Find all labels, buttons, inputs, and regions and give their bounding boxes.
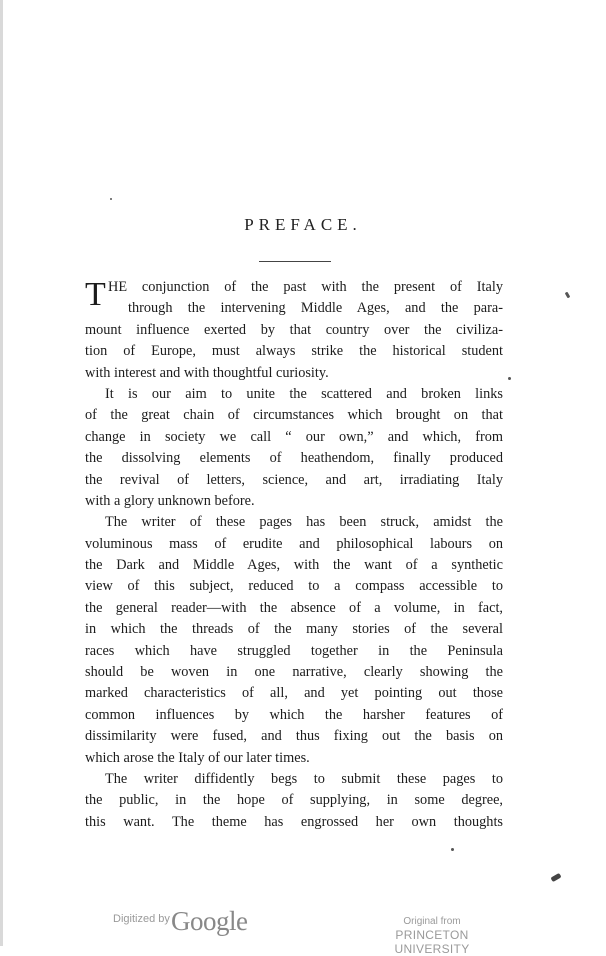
text-line: this want. The theme has engrossed her own thoughts — [85, 813, 503, 830]
text-line: T HE conjunction of the past with the present of Italy — [85, 276, 503, 313]
text-line: tion of Europe, must always strike the historical student — [85, 343, 503, 360]
text-line: dissimilarity were fused, and thus fixing out the basis on — [85, 728, 503, 745]
text-line: view of this subject, reduced to a compass accessible to — [85, 578, 503, 595]
text-line: with interest and with thoughtful curiosity. — [85, 364, 329, 381]
page-title: PREFACE. — [244, 215, 362, 234]
page-edge — [0, 0, 3, 946]
scan-speck — [110, 198, 112, 200]
scan-speck — [550, 873, 561, 882]
text-line: the public, in the hope of supplying, in some degree, — [85, 792, 503, 809]
text-line: common influences by which the harsher features of — [85, 706, 503, 723]
text-line: change in society we call “ our own,” and which, from — [85, 428, 503, 445]
text-line: in which the threads of the many stories of the several — [85, 621, 503, 638]
text-line: through the intervening Middle Ages, and the para- — [128, 300, 503, 317]
scan-speck — [451, 848, 454, 851]
text-line: of the great chain of circumstances which brought on that — [85, 407, 503, 424]
text-line: which arose the Italy of our later times. — [85, 749, 310, 766]
scan-speck — [508, 377, 511, 380]
scan-speck — [565, 292, 571, 299]
text-line: should be woven in one narrative, clearly showing the — [85, 664, 503, 681]
text-line: the general reader—with the absence of a volume, in fact, — [85, 599, 503, 616]
text-line: the revival of letters, science, and art, irradiating Italy — [85, 471, 503, 488]
text-line: mount influence exerted by that country over the civiliza- — [85, 321, 503, 338]
text-line: It is our aim to unite the scattered and broken links — [105, 385, 503, 402]
text-line: The writer diffidently begs to submit these pages to — [105, 770, 503, 787]
text-line: voluminous mass of erudite and philosophical labours on — [85, 535, 503, 552]
text-line: races which have struggled together in the Peninsula — [85, 642, 503, 659]
preface-text — [85, 277, 503, 833]
original-from-label: Original from — [403, 916, 461, 927]
text-line: the dissolving elements of heathendom, finally produced — [85, 450, 503, 467]
text-line: the Dark and Middle Ages, with the want of a synthetic — [85, 557, 503, 574]
text-line: with a glory unknown before. — [85, 492, 255, 509]
drop-cap: T — [85, 276, 106, 313]
text-line: marked characteristics of all, and yet pointing out those — [85, 685, 503, 702]
text-line: The writer of these pages has been struck, amidst the — [105, 514, 503, 531]
institution-name: PRINCETON UNIVERSITY — [394, 928, 470, 956]
source-attribution — [364, 916, 500, 956]
title-rule — [259, 261, 331, 262]
digitized-by-label: Digitized by — [113, 913, 170, 925]
google-logo: Google — [171, 906, 248, 936]
